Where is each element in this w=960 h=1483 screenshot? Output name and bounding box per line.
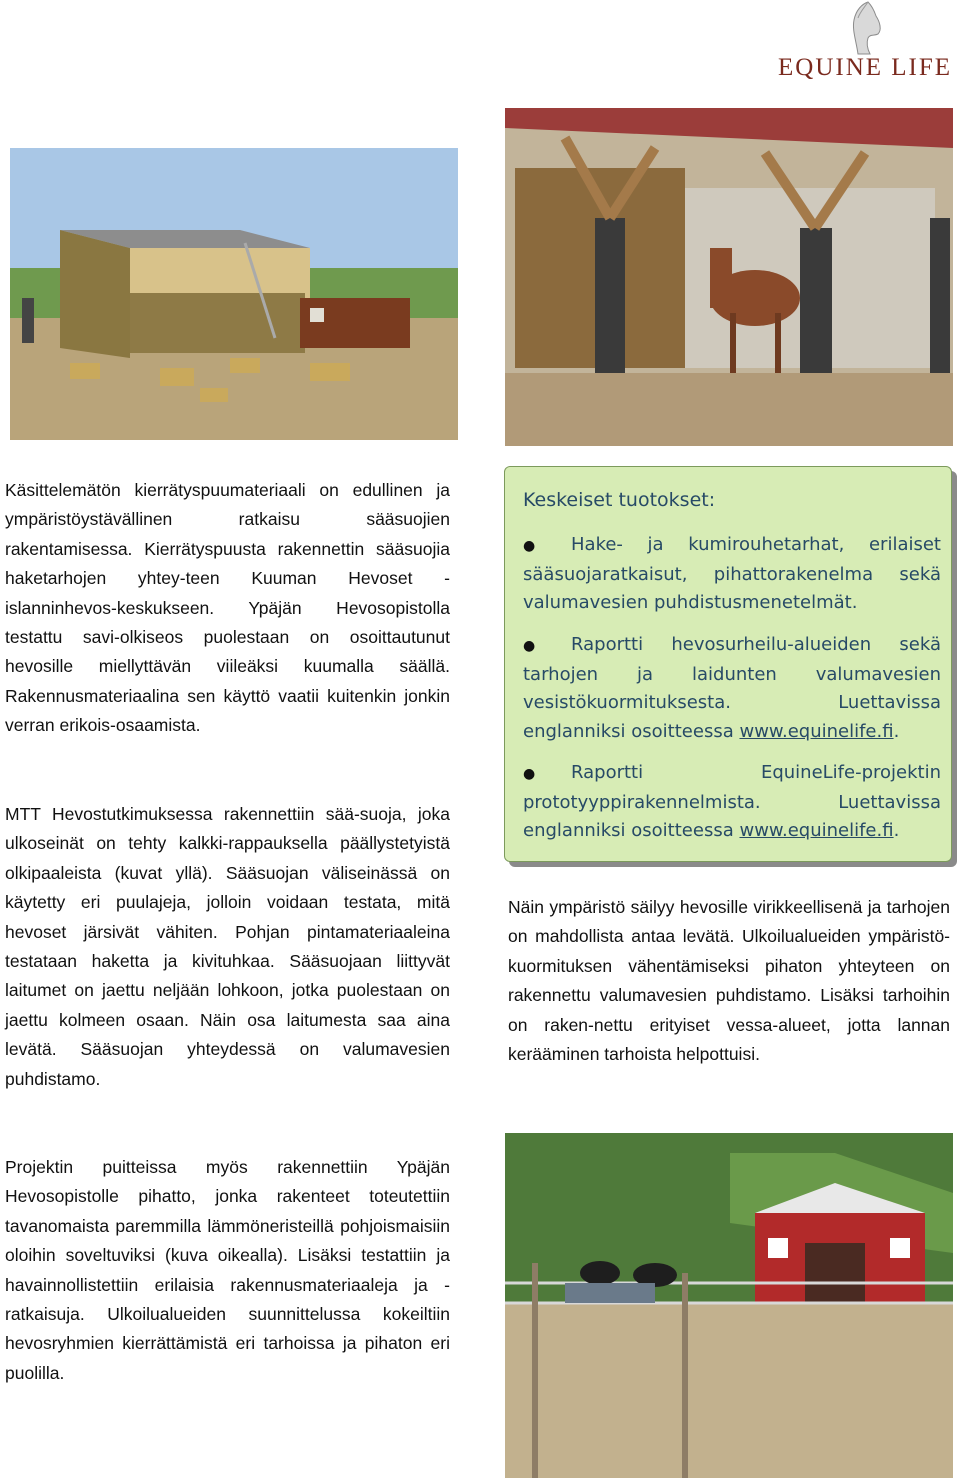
list-item-tail: . — [893, 820, 900, 842]
paragraph-project: Projektin puitteissa myös rakennettiin Ypäjän Hevosopistolle pihatto, jonka rakenteet toteutettiin tavanomaista paremmilla lämmöneristeillä pohjoismaisiin oloihin soveltuviksi (kuva oikealla). Lisäksi testattiin ja havainnollistettiin erilaisia rakennusmateriaaleja ja -ratkaisuja. Ulkoilualueiden suunnittelussa kokeiltiin hevosryhmien kierrättämistä eri tarhoissa ja pihaton eri puolilla. — [5, 1157, 450, 1383]
paragraph-intro: Käsittelemätön kierrätyspuumateriaali on edullinen ja ympäristöystävällinen ratkaisu sääsuojien rakentamisessa. Kierrätyspuusta rakennettin sääsuojia haketarhojen yhtey-teen Kuuman Hevoset -islanninhevos-keskukseen. Ypäjän Hevosopistolla testattu savi-olkiseos puolestaan on osoittautunut hevosille miellyttävän viileäksi kuumalla säällä. Rakennusmateriaalina sen käyttö vaatii kuitenkin jonkin verran erikois-osaamista. — [5, 480, 450, 736]
bullet-icon: ● — [523, 638, 536, 654]
equinelife-link[interactable]: www.equinelife.fi — [739, 720, 894, 742]
list-item — [523, 631, 941, 746]
horse-head-icon — [838, 0, 888, 56]
list-item-text: Hake- ja kumirouhetarhat, erilaiset sääsuojaratkaisut, pihattorakenelma sekä valumavesien puhdistusmenetelmät. — [523, 534, 941, 614]
logo-text: EQUINE LIFE — [778, 54, 953, 81]
list-item — [523, 531, 941, 618]
paragraph-mtt: MTT Hevostutkimuksessa rakennettiin sää-suoja, joka ulkoseinät on tehty kalkki-rappauksella päällystetyistä olkipaaleista (kuvat yllä). Sääsuojan väliseinässä on käytetty eri puulajeja, jolloin voidaan testata, mitä hevoset järsivät vähiten. Pohjan pintamateriaaleina testataan haketta ja kivituhkaa. Sääsuojaan liittyvät laitumet on jaettu neljään lohkoon, jotka puolestaan on jaettu kolmeen osaan. Näin osa laitumesta saa aina levätä. Sääsuojan yhteydessä on valumavesien puhdistamo. — [5, 804, 450, 1089]
list-item-text: Raportti EquineLife-projektin prototyyppirakennelmista. Luettavissa englanniksi osoitteessa — [523, 762, 941, 842]
equinelife-link[interactable]: www.equinelife.fi — [739, 820, 894, 842]
list-item — [523, 759, 941, 846]
key-outcomes-title: Keskeiset tuotokset: — [523, 489, 716, 511]
photo-straw-bale-shelter — [10, 148, 458, 440]
equinelife-logo — [770, 0, 960, 90]
photo-horse-shelter — [505, 108, 953, 446]
bullet-icon: ● — [523, 538, 536, 554]
list-item-text: Raportti hevosurheilu-alueiden sekä tarhojen ja laidunten valumavesien vesistökuormituksesta. Luettavissa englanniksi osoitteessa — [523, 634, 941, 742]
photo-red-barn — [505, 1133, 953, 1478]
paragraph-environment: Näin ympäristö säilyy hevosille virikkeellisenä ja tarhojen on mahdollista antaa levätä. Ulkoilualueiden ympäristö-kuormituksen vähentämiseksi pihaton yhteyteen on rakennettu valumavesien puhdistamo. Lisäksi tarhoihin on raken-nettu erityiset vessa-alueet, jotta lannan kerääminen tarhoista helpottuisi. — [508, 897, 950, 1065]
key-outcomes-box — [504, 466, 952, 862]
bullet-icon: ● — [523, 766, 536, 782]
list-item-tail: . — [893, 720, 900, 742]
